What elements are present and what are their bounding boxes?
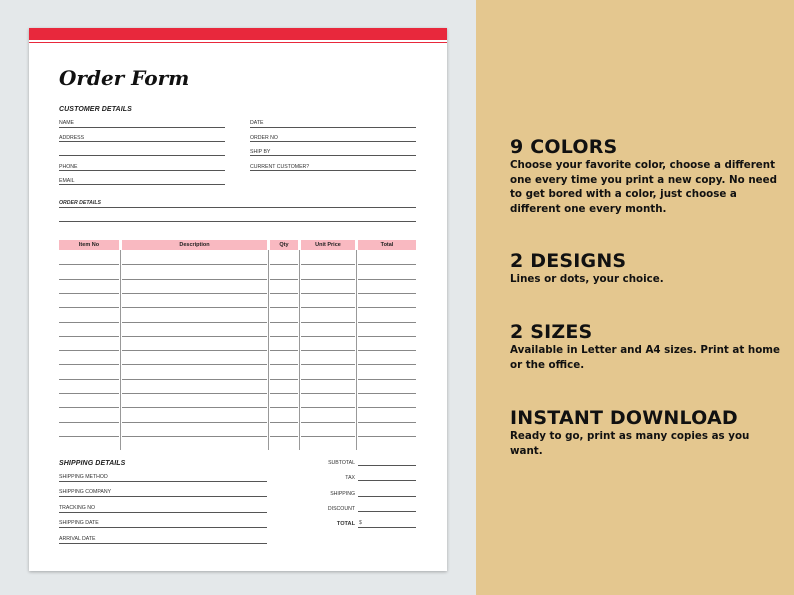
order-details-label: ORDER DETAILS xyxy=(59,200,101,206)
table-row-line xyxy=(59,379,119,380)
order-form-sheet xyxy=(29,28,447,571)
table-row-line xyxy=(301,364,355,365)
table-row-line xyxy=(358,336,416,337)
table-row-line xyxy=(122,364,267,365)
total-line xyxy=(358,527,416,528)
phone-line xyxy=(59,170,225,171)
table-row-line xyxy=(59,436,119,437)
col-header-item-no: Item No xyxy=(59,240,119,250)
top-accent-line xyxy=(29,42,447,43)
table-row-line xyxy=(122,393,267,394)
col-header-unit-price: Unit Price xyxy=(301,240,355,250)
table-row-line xyxy=(59,307,119,308)
table-row-line xyxy=(270,322,298,323)
table-row-line xyxy=(59,350,119,351)
address-label: ADDRESS xyxy=(59,135,85,141)
table-divider xyxy=(299,250,300,450)
order-details-line-1 xyxy=(59,207,416,208)
shipping-date-line xyxy=(59,527,267,528)
col-header-qty: Qty xyxy=(270,240,298,250)
table-row-line xyxy=(358,422,416,423)
table-row-line xyxy=(270,379,298,380)
email-line xyxy=(59,184,225,185)
feature-description: Ready to go, print as many copies as you want. xyxy=(510,430,750,457)
subtotal-label: SUBTOTAL xyxy=(328,460,355,466)
table-row-line xyxy=(59,364,119,365)
table-row-line xyxy=(358,436,416,437)
table-row-line xyxy=(270,350,298,351)
table-row-line xyxy=(301,436,355,437)
feature-description: Lines or dots, your choice. xyxy=(510,273,664,285)
table-row-line xyxy=(358,379,416,380)
form-title: Order Form xyxy=(59,66,190,90)
table-row-line xyxy=(270,422,298,423)
feature-designs xyxy=(510,250,780,287)
table-row-line xyxy=(358,279,416,280)
table-row-line xyxy=(270,436,298,437)
table-row-line xyxy=(301,379,355,380)
table-row-line xyxy=(270,407,298,408)
table-row-line xyxy=(358,322,416,323)
table-row-line xyxy=(358,393,416,394)
ship-by-line xyxy=(250,155,416,156)
table-row-line xyxy=(301,322,355,323)
table-row-line xyxy=(122,407,267,408)
tax-line xyxy=(358,480,416,481)
feature-sizes xyxy=(510,321,780,372)
table-row-line xyxy=(122,293,267,294)
feature-title: 9 COLORS xyxy=(510,136,618,158)
arrival-date-line xyxy=(59,543,267,544)
arrival-date-label: ARRIVAL DATE xyxy=(59,536,96,542)
table-row-line xyxy=(122,336,267,337)
tracking-no-line xyxy=(59,512,267,513)
order-no-line xyxy=(250,141,416,142)
table-row-line xyxy=(122,422,267,423)
total-label: TOTAL xyxy=(336,521,355,527)
features-panel xyxy=(476,0,794,595)
subtotal-line xyxy=(358,465,416,466)
phone-label: PHONE xyxy=(59,164,78,170)
customer-details-heading: CUSTOMER DETAILS xyxy=(59,106,132,113)
current-customer-label: CURRENT CUSTOMER? xyxy=(250,164,310,170)
table-row-line xyxy=(301,393,355,394)
currency-symbol: $ xyxy=(359,520,362,526)
feature-title: 2 DESIGNS xyxy=(510,250,627,272)
shipping-label: SHIPPING xyxy=(330,491,355,497)
feature-title: INSTANT DOWNLOAD xyxy=(510,407,738,429)
table-divider xyxy=(268,250,269,450)
table-row-line xyxy=(59,422,119,423)
table-row-line xyxy=(301,279,355,280)
tracking-no-label: TRACKING NO xyxy=(59,505,96,511)
shipping-method-line xyxy=(59,481,267,482)
table-row-line xyxy=(59,407,119,408)
date-line xyxy=(250,127,416,128)
ship-by-label: SHIP BY xyxy=(250,149,271,155)
feature-description: Choose your favorite color, choose a different one every time you print a new copy. No need to get bored with a color, just choose a different one every month. xyxy=(510,159,777,215)
top-accent-bar xyxy=(29,28,447,40)
feature-description: Available in Letter and A4 sizes. Print at home or the office. xyxy=(510,344,780,371)
discount-line xyxy=(358,511,416,512)
table-row-line xyxy=(59,293,119,294)
table-row-line xyxy=(358,407,416,408)
table-row-line xyxy=(59,322,119,323)
name-label: NAME xyxy=(59,120,74,126)
table-row-line xyxy=(270,364,298,365)
table-row-line xyxy=(301,293,355,294)
table-row-line xyxy=(270,307,298,308)
table-row-line xyxy=(358,307,416,308)
shipping-company-label: SHIPPING COMPANY xyxy=(59,489,112,495)
table-row-line xyxy=(122,307,267,308)
table-divider xyxy=(120,250,121,450)
table-row-line xyxy=(270,336,298,337)
table-row-line xyxy=(59,264,119,265)
table-row-line xyxy=(270,293,298,294)
col-header-description: Description xyxy=(122,240,267,250)
shipping-company-line xyxy=(59,496,267,497)
date-label: DATE xyxy=(250,120,264,126)
table-row-line xyxy=(270,393,298,394)
tax-label: TAX xyxy=(345,475,355,481)
shipping-line xyxy=(358,496,416,497)
address-line-2 xyxy=(59,155,225,156)
table-row-line xyxy=(301,407,355,408)
shipping-date-label: SHIPPING DATE xyxy=(59,520,99,526)
order-details-line-2 xyxy=(59,221,416,222)
feature-instant-download xyxy=(510,407,780,458)
table-divider xyxy=(356,250,357,450)
table-row-line xyxy=(270,264,298,265)
table-row-line xyxy=(301,350,355,351)
table-row-line xyxy=(301,336,355,337)
table-row-line xyxy=(301,264,355,265)
table-row-line xyxy=(358,264,416,265)
shipping-details-heading: SHIPPING DETAILS xyxy=(59,460,126,467)
table-row-line xyxy=(301,307,355,308)
table-row-line xyxy=(122,436,267,437)
table-row-line xyxy=(122,379,267,380)
feature-title: 2 SIZES xyxy=(510,321,593,343)
discount-label: DISCOUNT xyxy=(327,506,355,512)
order-no-label: ORDER NO xyxy=(250,135,278,141)
table-row-line xyxy=(358,293,416,294)
table-row-line xyxy=(122,322,267,323)
col-header-total: Total xyxy=(358,240,416,250)
current-customer-line xyxy=(250,170,416,171)
table-row-line xyxy=(301,422,355,423)
table-row-line xyxy=(358,364,416,365)
table-row-line xyxy=(122,264,267,265)
table-row-line xyxy=(59,279,119,280)
table-row-line xyxy=(358,350,416,351)
table-row-line xyxy=(59,393,119,394)
shipping-method-label: SHIPPING METHOD xyxy=(59,474,108,480)
email-label: EMAIL xyxy=(59,178,75,184)
table-row-line xyxy=(122,350,267,351)
table-row-line xyxy=(59,336,119,337)
table-row-line xyxy=(122,279,267,280)
address-line-1 xyxy=(59,141,225,142)
table-row-line xyxy=(270,279,298,280)
feature-colors xyxy=(510,136,780,216)
name-line xyxy=(59,127,225,128)
